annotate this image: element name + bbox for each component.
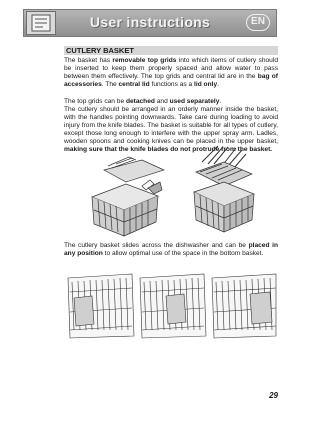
basket-positions-illustration [66, 272, 278, 340]
section-title: CUTLERY BASKET [66, 46, 134, 55]
cutlery-basket-loaded-illustration [188, 142, 260, 234]
paragraph-grids: The top grids can be detached and used separately. [64, 98, 222, 105]
page-number: 29 [269, 391, 278, 400]
header-title: User instructions [89, 14, 211, 30]
paragraph-intro: The basket has removable top grids into which items of cutlery should be inserted to keep them properly spaced and allow water to pass between them effectively. The top grids and central lid are in the bag of accessories. The central lid functions as a lid only. [64, 57, 279, 89]
cutlery-basket-with-grids-illustration [84, 152, 174, 237]
paragraph-arrangement: The cutlery should be arranged in an orderly manner inside the basket, with the handles pointing downwards. Take care during loading to avoid injury from the knife blades. The basket is suitable for all types of cutlery, except those long enough to interfere with the upper spray arm. Ladles, wooden spoons and cooking knives can be placed in the upper basket, making sure that the knife blades do not protrude from the basket. [64, 106, 278, 154]
paragraph-positioning: The cutlery basket slides across the dishwasher and can be placed in any position to allow optimal use of the space in the bottom basket. [64, 242, 278, 258]
page-header [23, 9, 277, 37]
language-badge: EN [246, 14, 270, 31]
